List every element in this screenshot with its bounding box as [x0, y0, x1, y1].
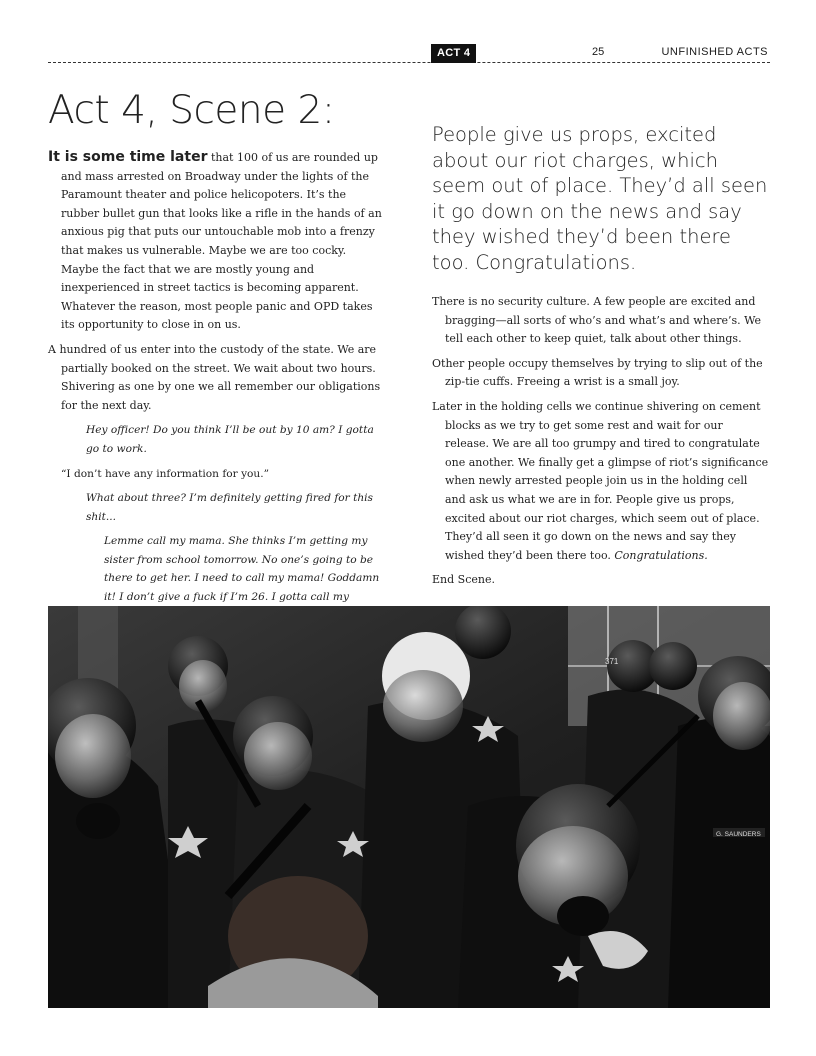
- congratulations-italic: Congratulations.: [614, 548, 708, 562]
- dialogue-officer-reply: “I don’t have any information for you.”: [61, 467, 270, 480]
- running-header: [48, 42, 770, 64]
- running-title: UNFINISHED ACTS: [661, 46, 768, 58]
- scene-title: Act 4, Scene 2:: [48, 88, 335, 133]
- act-tag: ACT 4: [431, 44, 476, 63]
- left-column: [48, 88, 386, 631]
- custody-paragraph: A hundred of us enter into the custody of the state. We are partially booked on the street. We wait about two hours. Shivering as one by one we all remember our obligations for the next day.: [48, 342, 381, 412]
- riot-police-illustration: [48, 606, 770, 1008]
- header-dashed-rule: [48, 62, 770, 63]
- name-tape-text: G. SAUNDERS: [716, 831, 761, 838]
- pull-quote: People give us props, excited about our riot charges, which seem out of place. They’d all seen it go down on the news and say they wished they’d been there too. Congratulations.: [432, 123, 768, 274]
- dialogue-three: What about three? I’m definitely getting fired for this shit...: [86, 492, 373, 523]
- holding-cells-text: Later in the holding cells we continue shivering on cement blocks as we try to get some rest and wait for our release. We are all too grumpy and tired to congratulate one another. We finally get a glimpse of riot’s significance when newly arrested people join us in the holding cell and ask us what we are in for. People give us props, excited about our riot charges, which seem out of place. They’d all seen it go down on the news and say they wished they’d been there too.: [432, 399, 769, 562]
- security-paragraph: There is no security culture. A few people are excited and bragging—all sorts of who’s and what’s and where’s. We tell each other to keep quiet, talk about other things.: [432, 295, 762, 346]
- page-number: 25: [592, 46, 605, 58]
- holding-cells-paragraph: [432, 398, 770, 565]
- riot-police-photo: [48, 606, 770, 1008]
- opening-paragraph: [48, 148, 386, 335]
- opening-paragraph-text: that 100 of us are rounded up and mass arrested on Broadway under the lights of the Paramount theater and police helicopoters. It’s the rubber bullet gun that looks like a rifle in the hands of an anxious pig that puts our untouchable mob into a frenzy that makes us vulnerable. Maybe we are too cocky. Maybe the fact that we are mostly young and inexperienced in street tactics is becoming apparent. Whatever the reason, most people panic and OPD takes its opportunity to close in on us.: [61, 151, 382, 332]
- dialogue-officer-question: Hey officer! Do you think I’ll be out by 10 am? I gotta go to work.: [86, 424, 374, 455]
- lead-in: It is some time later: [48, 149, 208, 165]
- dialogue-mama: Lemme call my mama. She thinks I’m getting my sister from school tomorrow. No one’s going to be there to get her. I need to call my mama! Goddamn it! I don’t give a fuck if I’m 26. I gotta call my: [104, 535, 380, 604]
- right-column: [432, 122, 770, 596]
- end-scene: End Scene.: [432, 573, 495, 587]
- helmet-number-text: 371: [605, 657, 619, 666]
- zip-tie-paragraph: Other people occupy themselves by trying to slip out of the zip-tie cuffs. Freeing a wrist is a small joy.: [432, 356, 763, 389]
